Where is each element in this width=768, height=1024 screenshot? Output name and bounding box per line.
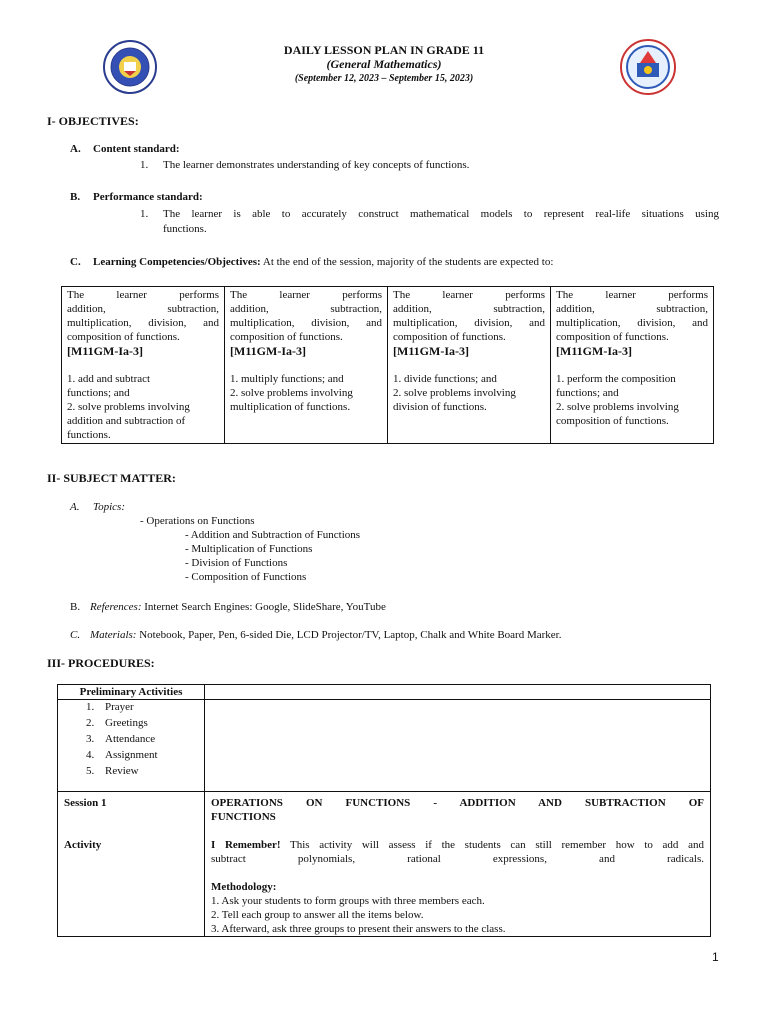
cell-objective: 1. perform the composition [556,373,676,385]
references-title: References: [90,601,142,613]
competencies-line [93,255,653,269]
list-item: 2. Greetings [97,716,198,732]
subtopic-item: - Composition of Functions [185,571,307,583]
cell-text: composition of functions. [556,331,669,343]
competency-code: [M11GM-Ia-3] [556,344,632,358]
objectives-heading: I- OBJECTIVES: [47,114,139,128]
competency-cell-2 [225,287,388,444]
list-item: 1. Prayer [97,700,198,716]
cell-text: addition, subtraction, [230,303,382,315]
performance-standard-number: 1. [140,208,149,220]
cell-objective: functions; and [556,387,619,399]
content-standard-title: Content standard: [93,143,180,155]
list-item: 4. Assignment [97,748,198,764]
list-item: 5. Review [97,764,198,780]
cell-objective: functions. [67,429,111,441]
performance-standard-title: Performance standard: [93,191,203,203]
topics-title: Topics: [93,501,125,513]
performance-standard-label: B. [70,191,81,203]
cell-text: composition of functions. [67,331,180,343]
cell-text: multiplication, division, and [393,317,545,329]
methodology-step: 1. Ask your students to form groups with three members each. [211,895,485,907]
cell-text: addition, subtraction, [393,303,545,315]
materials-text: Notebook, Paper, Pen, 6-sided Die, LCD Projector/TV, Laptop, Chalk and White Board Marker. [139,629,562,641]
materials-label: C. [70,629,81,641]
procedures-table [57,684,711,937]
activity-description-line1 [211,838,704,852]
cell-objective: 2. solve problems involving [556,401,679,413]
cell-objective: 2. solve problems involving [67,401,190,413]
session-title-line2: FUNCTIONS [211,811,276,823]
topics-label: A. [70,501,80,513]
competencies-title: Learning Competencies/Objectives: [93,256,261,268]
competency-cell-1 [62,287,225,444]
procedures-heading: III- PROCEDURES: [47,656,155,670]
activity-description-line2: subtract polynomials, rational expressions, and radicals. [211,853,704,865]
page-number: 1 [712,950,719,964]
lesson-plan-title: DAILY LESSON PLAN IN GRADE 11 [283,43,485,57]
list-item: 3. Attendance [97,732,198,748]
activity-text: This activity will assess if the students can still remember how to add and [290,839,704,851]
subtopic-item: - Addition and Subtraction of Functions [185,529,361,541]
preliminary-activities-list-cell [58,700,205,792]
competency-cell-3 [388,287,551,444]
methodology-step: 2. Tell each group to answer all the items below. [211,909,424,921]
content-standard-number: 1. [140,159,149,171]
cell-objective: division of functions. [393,401,487,413]
cell-objective: multiplication of functions. [230,401,351,413]
competency-code: [M11GM-Ia-3] [230,344,306,358]
cell-text: addition, subtraction, [556,303,708,315]
cell-text: The learner performs [556,289,708,301]
preliminary-activities-list [64,700,198,780]
references-text: Internet Search Engines: Google, SlideShare, YouTube [144,601,386,613]
cell-text: composition of functions. [230,331,343,343]
methodology-step: 3. Afterward, ask three groups to present their answers to the class. [211,923,506,935]
cell-text: multiplication, division, and [230,317,382,329]
content-standard-text: The learner demonstrates understanding of key concepts of functions. [163,159,470,171]
cell-objective: 1. divide functions; and [393,373,497,385]
cell-objective: 2. solve problems involving [393,387,516,399]
cell-objective: 2. solve problems involving [230,387,353,399]
competency-cell-4 [551,287,714,444]
session-content-cell [205,792,711,937]
cell-objective: addition and subtraction of [67,415,186,427]
methodology-title: Methodology: [211,881,277,893]
empty-cell [205,685,711,700]
competency-code: [M11GM-Ia-3] [393,344,469,358]
competencies-label: C. [70,256,81,268]
session-title-line1: OPERATIONS ON FUNCTIONS - ADDITION AND SUBTRACTION OF [211,797,704,809]
main-topic: - Operations on Functions [140,515,255,527]
competency-code: [M11GM-Ia-3] [67,344,143,358]
materials-line [90,628,561,642]
activity-title: I Remember! [211,839,281,851]
activity-label: Activity [64,839,102,851]
session-label: Session 1 [64,797,107,809]
references-label: B. [70,601,81,613]
cell-text: The learner performs [393,289,545,301]
subtopic-item: - Division of Functions [185,557,288,569]
cell-objective: 1. multiply functions; and [230,373,344,385]
references-line [90,600,386,614]
competencies-intro: At the end of the session, majority of the students are expected to: [262,256,554,268]
cell-text: The learner performs [230,289,382,301]
subtopic-item: - Multiplication of Functions [185,543,313,555]
content-standard-label: A. [70,143,81,155]
subject-title: (General Mathematics) [326,57,442,71]
date-range: (September 12, 2023 – September 15, 2023) [294,73,474,84]
cell-objective: composition of functions. [556,415,669,427]
empty-cell [205,700,711,792]
cell-text: multiplication, division, and [556,317,708,329]
cell-objective: 1. add and subtract [67,373,151,385]
cell-objective: functions; and [67,387,130,399]
cell-text: The learner performs [67,289,219,301]
performance-standard-text-line2: functions. [163,223,207,235]
competencies-table [61,286,714,444]
preliminary-activities-header: Preliminary Activities [58,685,205,700]
cell-text: addition, subtraction, [67,303,219,315]
cell-text: composition of functions. [393,331,506,343]
materials-title: Materials: [90,629,137,641]
session-label-cell [58,792,205,937]
cell-text: multiplication, division, and [67,317,219,329]
performance-standard-text-line1: The learner is able to accurately construct mathematical models to represent real-life situations using [163,208,719,220]
subject-matter-heading: II- SUBJECT MATTER: [47,471,176,485]
